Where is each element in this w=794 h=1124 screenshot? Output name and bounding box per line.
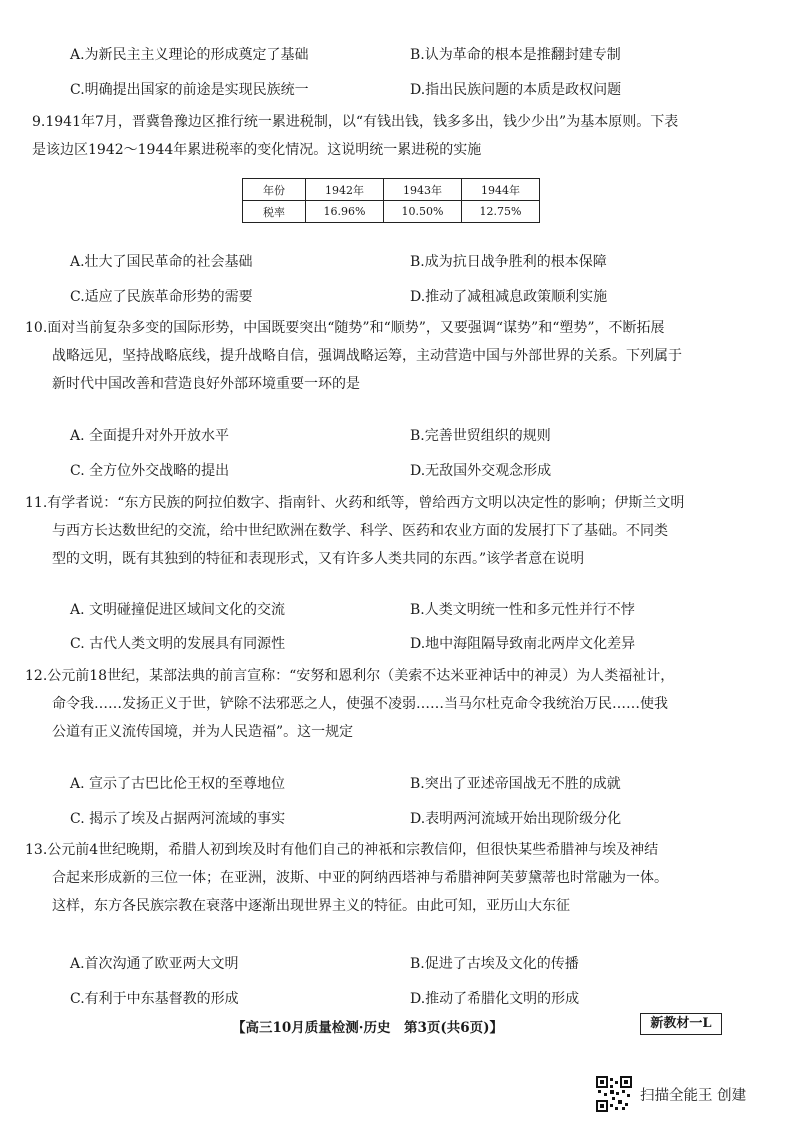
table-header-cell: 年份	[243, 179, 306, 201]
edition-tag: 新教材一L	[640, 1013, 722, 1035]
q10-option-b: B.完善世贸组织的规则	[410, 428, 551, 444]
q12-option-d: D.表明两河流域开始出现阶级分化	[410, 811, 622, 827]
table-row	[243, 179, 540, 201]
q13-stem-line: 这样，东方各民族宗教在衰落中逐渐出现世界主义的特征。由此可知，亚历山大东征	[52, 898, 570, 914]
q12-stem	[25, 662, 752, 746]
q12-stem-line: 公道有正义流传国境，并为人民造福”。这一规定	[52, 724, 354, 740]
table-header-cell: 1943年	[384, 179, 462, 201]
qr-code-icon	[596, 1076, 632, 1112]
q11-option-b: B.人类文明统一性和多元性并行不悖	[410, 602, 635, 618]
q8-option-a: A.为新民主主义理论的形成奠定了基础	[70, 47, 309, 63]
q10-option-a: A. 全面提升对外开放水平	[70, 428, 230, 444]
table-header-cell: 1942年	[306, 179, 384, 201]
q10-stem-line: 新时代中国改善和营造良好外部环境重要一环的是	[52, 376, 360, 392]
q10-stem-line: 战略远见，坚持战略底线，提升战略自信，强调战略运筹，主动营造中国与外部世界的关系。下列属于	[52, 348, 682, 364]
q12-stem-line: 12.公元前18世纪，某部法典的前言宣称：“安努和恩利尔（美索不达米亚神话中的神灵）为人类福祉计，	[25, 668, 675, 684]
scanner-watermark: 扫描全能王 创建	[640, 1088, 747, 1104]
q13-stem-line: 13.公元前4世纪晚期，希腊人初到埃及时有他们自己的神祇和宗教信仰，但很快某些希腊神与埃及神结	[25, 842, 659, 858]
q8-option-c: C.明确提出国家的前途是实现民族统一	[70, 82, 309, 98]
q11-stem-line: 与西方长达数世纪的交流，给中世纪欧洲在数学、科学、医药和农业方面的发展打下了基础。不同类	[52, 523, 668, 539]
q9-stem-line: 9.1941年7月，晋冀鲁豫边区推行统一累进税制，以“有钱出钱，钱多多出，钱少少出”为基本原则。下表	[32, 114, 679, 130]
q9-option-c: C.适应了民族革命形势的需要	[70, 289, 253, 305]
q10-option-c: C. 全方位外交战略的提出	[70, 463, 230, 479]
q8-option-b: B.认为革命的根本是推翻封建专制	[410, 47, 621, 63]
q11-stem	[25, 489, 752, 573]
q13-stem-line: 合起来形成新的三位一体；在亚洲，波斯、中亚的阿纳西塔神与希腊神阿芙萝黛蒂也时常融为一体。	[52, 870, 668, 886]
q12-option-c: C. 揭示了埃及占据两河流域的事实	[70, 811, 286, 827]
q11-stem-line: 型的文明，既有其独到的特征和表现形式，又有许多人类共同的东西。”该学者意在说明	[52, 551, 585, 567]
q9-option-b: B.成为抗日战争胜利的根本保障	[410, 254, 607, 270]
table-row	[243, 201, 540, 223]
table-cell: 10.50%	[384, 201, 462, 223]
q10-stem-line: 10.面对当前复杂多变的国际形势，中国既要突出“随势”和“顺势”，又要强调“谋势”和“塑势”，不断拓展	[25, 320, 665, 336]
q12-option-b: B.突出了亚述帝国战无不胜的成就	[410, 776, 621, 792]
q13-stem	[25, 836, 752, 920]
q12-option-a: A. 宣示了古巴比伦王权的至尊地位	[70, 776, 286, 792]
q9-option-a: A.壮大了国民革命的社会基础	[70, 254, 253, 270]
q12-stem-line: 命令我……发扬正义于世，铲除不法邪恶之人，使强不凌弱……当马尔杜克命令我统治万民……使我	[52, 696, 668, 712]
q10-option-d: D.无敌国外交观念形成	[410, 463, 552, 479]
q11-stem-line: 11.有学者说：“东方民族的阿拉伯数字、指南针、火药和纸等，曾给西方文明以决定性的影响；伊斯兰文明	[25, 495, 685, 511]
q13-option-c: C.有利于中东基督教的形成	[70, 991, 239, 1007]
q13-option-b: B.促进了古埃及文化的传播	[410, 956, 579, 972]
table-cell: 16.96%	[306, 201, 384, 223]
page-footer: 【高三10月质量检测·历史 第3页(共6页)】	[232, 1020, 504, 1036]
q11-option-a: A. 文明碰撞促进区域间文化的交流	[70, 602, 286, 618]
q11-option-c: C. 古代人类文明的发展具有同源性	[70, 636, 286, 652]
q13-option-d: D.推动了希腊化文明的形成	[410, 991, 580, 1007]
q11-option-d: D.地中海阻隔导致南北两岸文化差异	[410, 636, 636, 652]
q9-stem	[32, 108, 752, 164]
q13-option-a: A.首次沟通了欧亚两大文明	[70, 956, 239, 972]
q10-stem	[25, 314, 752, 398]
q9-option-d: D.推动了减租减息政策顺利实施	[410, 289, 608, 305]
q8-option-d: D.指出民族问题的本质是政权问题	[410, 82, 622, 98]
table-header-cell: 1944年	[462, 179, 540, 201]
table-cell: 12.75%	[462, 201, 540, 223]
q9-stem-line: 是该边区1942～1944年累进税率的变化情况。这说明统一累进税的实施	[32, 142, 482, 158]
table-cell: 税率	[243, 201, 306, 223]
tax-rate-table	[242, 178, 540, 223]
